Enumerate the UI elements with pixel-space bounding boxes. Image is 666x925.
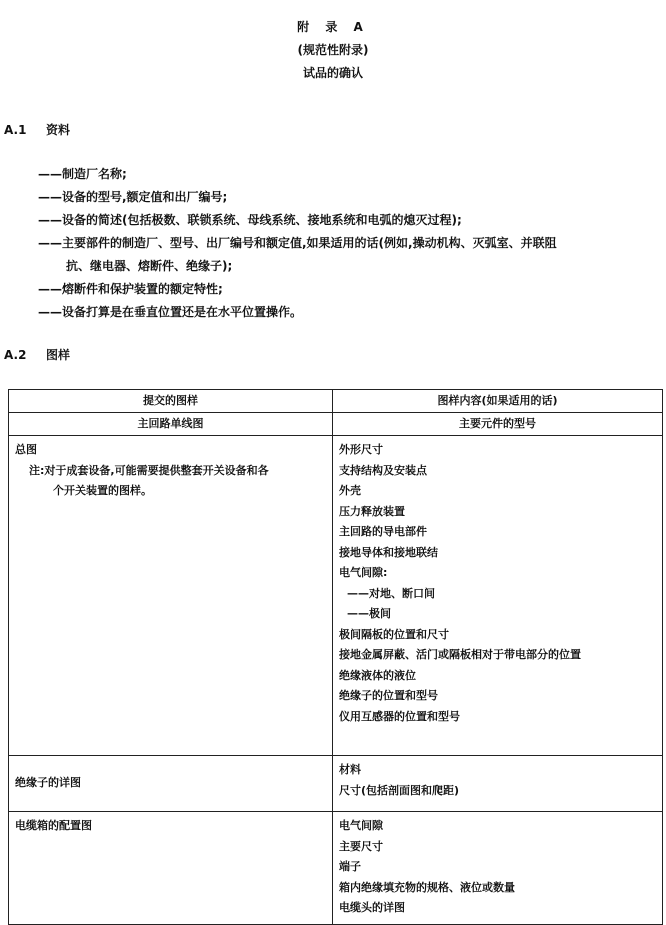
table-cell — [333, 436, 663, 756]
header-cell: 图样内容(如果适用的话) — [333, 390, 663, 413]
row-note: 注:对于成套设备,可能需要提供整套开关设备和各 — [29, 463, 269, 477]
table-cell — [333, 812, 663, 925]
table-row — [9, 756, 663, 812]
list-item: ——制造厂名称; — [38, 167, 127, 181]
content-item: 外壳 — [339, 484, 361, 497]
content-item: 端子 — [339, 860, 361, 873]
content-item: 绝缘液体的液位 — [339, 668, 416, 682]
annex-subtitle: (规范性附录) — [297, 43, 369, 57]
annex-name: 试品的确认 — [302, 66, 363, 80]
table-row — [9, 812, 663, 925]
list-item-continuation: 抗、继电器、熔断件、绝缘子); — [66, 259, 233, 273]
table-cell — [9, 812, 333, 925]
row-title: 总图 — [15, 443, 37, 456]
list-item: ——设备的型号,额定值和出厂编号; — [38, 190, 228, 204]
table-cell — [333, 756, 663, 812]
content-item: 压力释放装置 — [339, 504, 405, 518]
subheader-cell: 主回路单线图 — [9, 413, 333, 436]
section-title: 图样 — [46, 348, 71, 362]
content-item: 主要尺寸 — [339, 839, 383, 853]
table-subheader-row — [9, 413, 663, 436]
list-item: ——设备打算是在垂直位置还是在水平位置操作。 — [38, 305, 303, 319]
content-item: 电气间隙 — [339, 819, 383, 832]
content-item: 箱内绝缘填充物的规格、液位或数量 — [339, 880, 515, 894]
content-item: 绝缘子的位置和型号 — [339, 689, 438, 702]
info-list — [38, 163, 664, 324]
list-item: ——设备的简述(包括极数、联锁系统、母线系统、接地系统和电弧的熄灭过程); — [38, 213, 462, 227]
list-item: ——主要部件的制造厂、型号、出厂编号和额定值,如果适用的话(例如,操动机构、灭弧室、并联阻 — [38, 236, 557, 250]
subheader-cell: 主要元件的型号 — [333, 413, 663, 436]
section-a1-heading — [4, 121, 70, 138]
list-item: ——熔断件和保护装置的额定特性; — [38, 282, 223, 296]
content-item: 极间隔板的位置和尺寸 — [339, 627, 449, 641]
section-number: A.2 — [4, 348, 27, 362]
content-item: 材料 — [339, 763, 361, 776]
content-item: 主回路的导电部件 — [339, 525, 427, 538]
row-title: 绝缘子的详图 — [15, 776, 81, 790]
content-item: ——极间 — [347, 607, 391, 620]
content-item: 电缆头的详图 — [339, 901, 405, 914]
table-header-row — [9, 390, 663, 413]
row-title: 电缆箱的配置图 — [15, 819, 92, 832]
section-number: A.1 — [4, 123, 27, 137]
section-title: 资料 — [46, 123, 71, 137]
content-item: 接地金属屏蔽、活门或隔板相对于带电部分的位置 — [339, 648, 581, 661]
content-item: 接地导体和接地联结 — [339, 545, 438, 559]
table-row — [9, 436, 663, 756]
section-a2-heading — [4, 346, 70, 363]
content-item: 外形尺寸 — [339, 443, 383, 456]
table-cell — [9, 756, 333, 812]
content-item: 电气间隙: — [339, 566, 388, 579]
table-cell — [9, 436, 333, 756]
header-cell: 提交的图样 — [9, 390, 333, 413]
content-item: 尺寸(包括剖面图和爬距) — [339, 783, 460, 797]
content-item: ——对地、断口间 — [347, 586, 435, 600]
content-item: 仪用互感器的位置和型号 — [339, 709, 460, 723]
annex-title: 附 录 A — [297, 20, 369, 34]
row-note: 个开关装置的图样。 — [53, 484, 152, 497]
content-item: 支持结构及安装点 — [339, 463, 427, 477]
drawings-table — [8, 389, 663, 925]
